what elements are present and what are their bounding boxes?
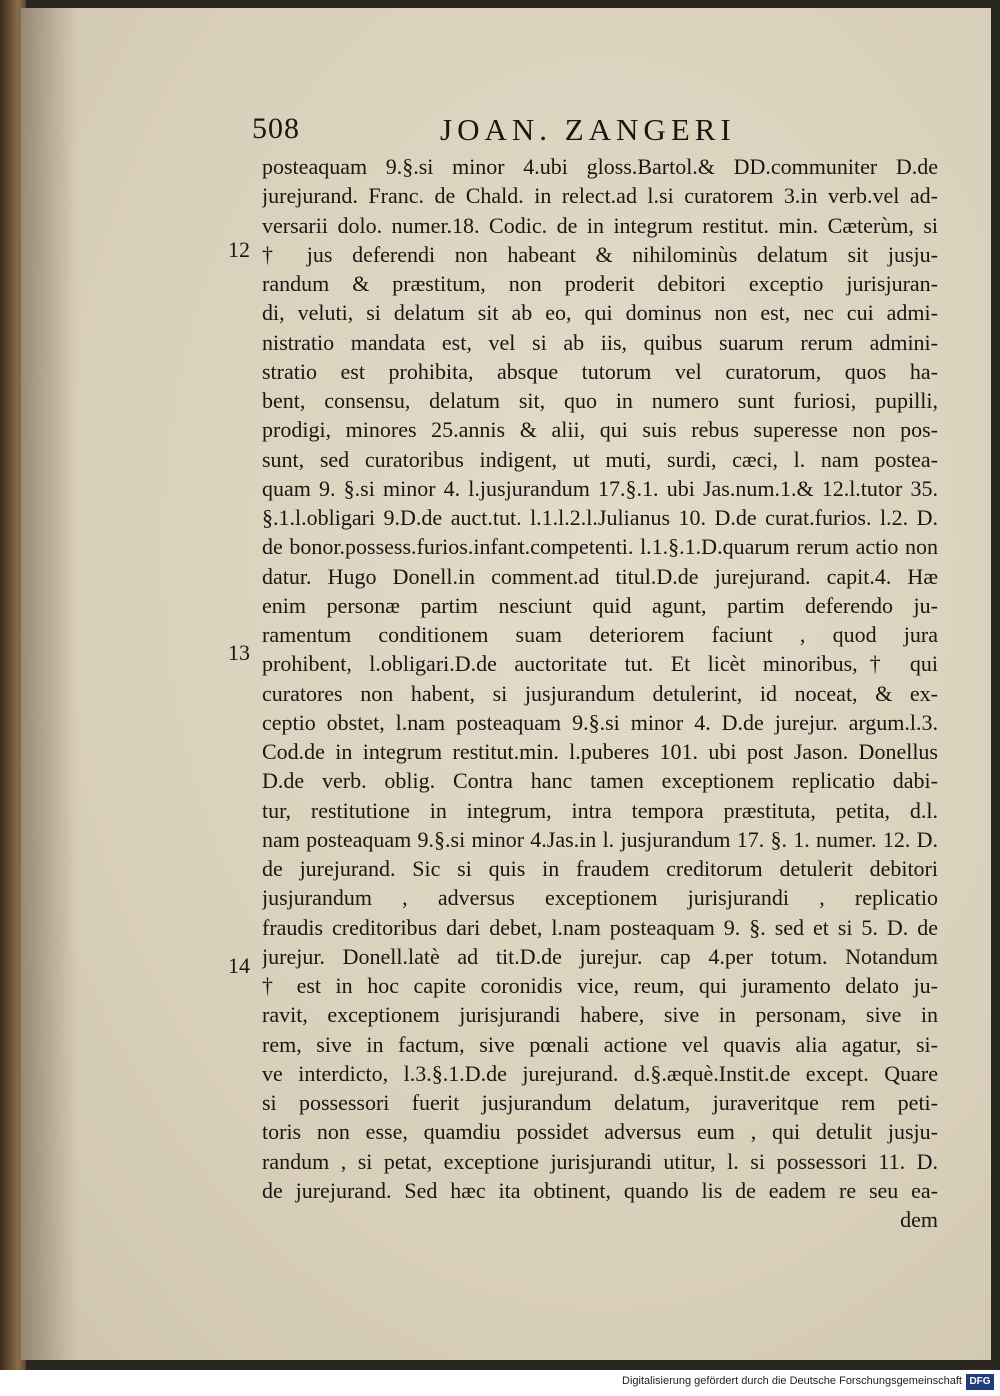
page-number: 508: [252, 112, 300, 145]
text-line: sunt, sed curatoribus indigent, ut muti, surdi, cæci, l. nam postea-: [262, 446, 938, 472]
text-line: rem, sive in factum, sive pœnali actione vel quavis alia agatur, si-: [262, 1031, 938, 1057]
text-line: posteaquam 9.§.si minor 4.ubi gloss.Bartol.& DD.communiter D.de: [262, 154, 938, 179]
text-line: §.1.l.obligari 9.D.de auct.tut. l.1.l.2.l.Julianus 10. D.de curat.furios. l.2. D.: [262, 505, 938, 530]
text-line: datur. Hugo Donell.in comment.ad titul.D.de jurejurand. capit.4. Hæ: [262, 563, 938, 589]
text-line: si possessori fuerit jusjurandum delatum, juraveritque rem peti-: [262, 1090, 938, 1115]
text-line: ravit, exceptionem jurisjurandi habere, sive in personam, sive in: [262, 1002, 938, 1028]
margin-number: 13: [228, 640, 250, 665]
text-line: ramentum conditionem suam deteriorem faciunt , quod jura: [262, 622, 938, 647]
text-line: † jus deferendi non habeant & nihilominùs delatum sit jusju-: [262, 241, 938, 267]
gutter-shadow: [18, 8, 78, 1360]
text-line: bent, consensu, delatum sit, quo in numero sunt furiosi, pupilli,: [262, 388, 938, 413]
running-head: JOAN. ZANGERI: [440, 112, 736, 147]
text-line: Cod.de in integrum restitut.min. l.puberes 101. ubi post Jason. Donellus: [262, 739, 938, 764]
text-line: stratio est prohibita, absque tutorum vel curatorum, quos ha-: [262, 358, 938, 384]
text-line: fraudis creditoribus dari debet, l.nam posteaquam 9. §. sed et si 5. D. de: [262, 914, 938, 940]
text-line: prodigi, minores 25.annis & alii, qui suis rebus superesse non pos-: [262, 417, 938, 443]
footer-credit: Digitalisierung gefördert durch die Deutsche Forschungsgemeinschaft: [622, 1375, 962, 1387]
text-line: jusjurandum , adversus exceptionem jurisjurandi , replicatio: [262, 885, 938, 911]
text-line: tur, restitutione in integrum, intra tempora præstituta, petita, d.l.: [262, 797, 938, 823]
page-header: [252, 112, 942, 152]
text-line: ve interdicto, l.3.§.1.D.de jurejurand. d.§.æquè.Instit.de except. Quare: [262, 1060, 938, 1086]
text-line: prohibent, l.obligari.D.de auctoritate tut. Et licèt minoribus,† qui: [262, 651, 938, 677]
text-line: enim personæ partim nesciunt quid agunt, partim deferendo ju-: [262, 592, 938, 618]
text-line: ceptio obstet, l.nam posteaquam 9.§.si minor 4. D.de jurejur. argum.l.3.: [262, 709, 938, 735]
dfg-logo: DFG: [966, 1374, 994, 1390]
footer-bar: [0, 1370, 1000, 1396]
text-line: de jurejurand. Sic si quis in fraudem creditorum detulerit debitori: [262, 856, 938, 881]
body-text: [262, 152, 938, 1234]
text-line: toris non esse, quamdiu possidet adversus eum , qui detulit jusju-: [262, 1119, 938, 1145]
text-line: de bonor.possess.furios.infant.competenti. l.1.§.1.D.quarum rerum actio non: [262, 534, 938, 560]
text-line: nam posteaquam 9.§.si minor 4.Jas.in l. jusjurandum 17. §. 1. numer. 12. D.: [262, 826, 938, 852]
text-line: randum , si petat, exceptione jurisjurandi utitur, l. si possessori 11. D.: [262, 1148, 938, 1174]
text-line: jurejur. Donell.latè ad tit.D.de jurejur. cap 4.per totum. Notandum: [262, 943, 938, 969]
text-line: dem: [900, 1207, 938, 1232]
text-line: † est in hoc capite coronidis vice, reum, qui juramento delato ju-: [262, 973, 938, 998]
margin-number: 14: [228, 953, 250, 978]
margin-number: 12: [228, 237, 250, 262]
text-line: randum & præstitum, non proderit debitori exceptio jurisjuran-: [262, 271, 938, 296]
text-line: de jurejurand. Sed hæc ita obtinent, quando lis de eadem re seu ea-: [262, 1177, 938, 1203]
text-line: quam 9. §.si minor 4. l.jusjurandum 17.§.1. ubi Jas.num.1.& 12.l.tutor 35.: [262, 475, 938, 501]
text-line: jurejurand. Franc. de Chald. in relect.ad l.si curatorem 3.in verb.vel ad-: [262, 183, 938, 209]
text-line: di, veluti, si delatum sit ab eo, qui dominus non est, nec cui admi-: [262, 300, 938, 326]
text-line: curatores non habent, si jusjurandum detulerint, id noceat, & ex-: [262, 680, 938, 706]
text-line: nistratio mandata est, vel si ab iis, quibus suarum rerum admini-: [262, 329, 938, 355]
text-line: D.de verb. oblig. Contra hanc tamen exceptionem replicatio dabi-: [262, 768, 938, 794]
text-line: versarii dolo. numer.18. Codic. de in integrum restitut. min. Cæterùm, si: [262, 212, 938, 238]
